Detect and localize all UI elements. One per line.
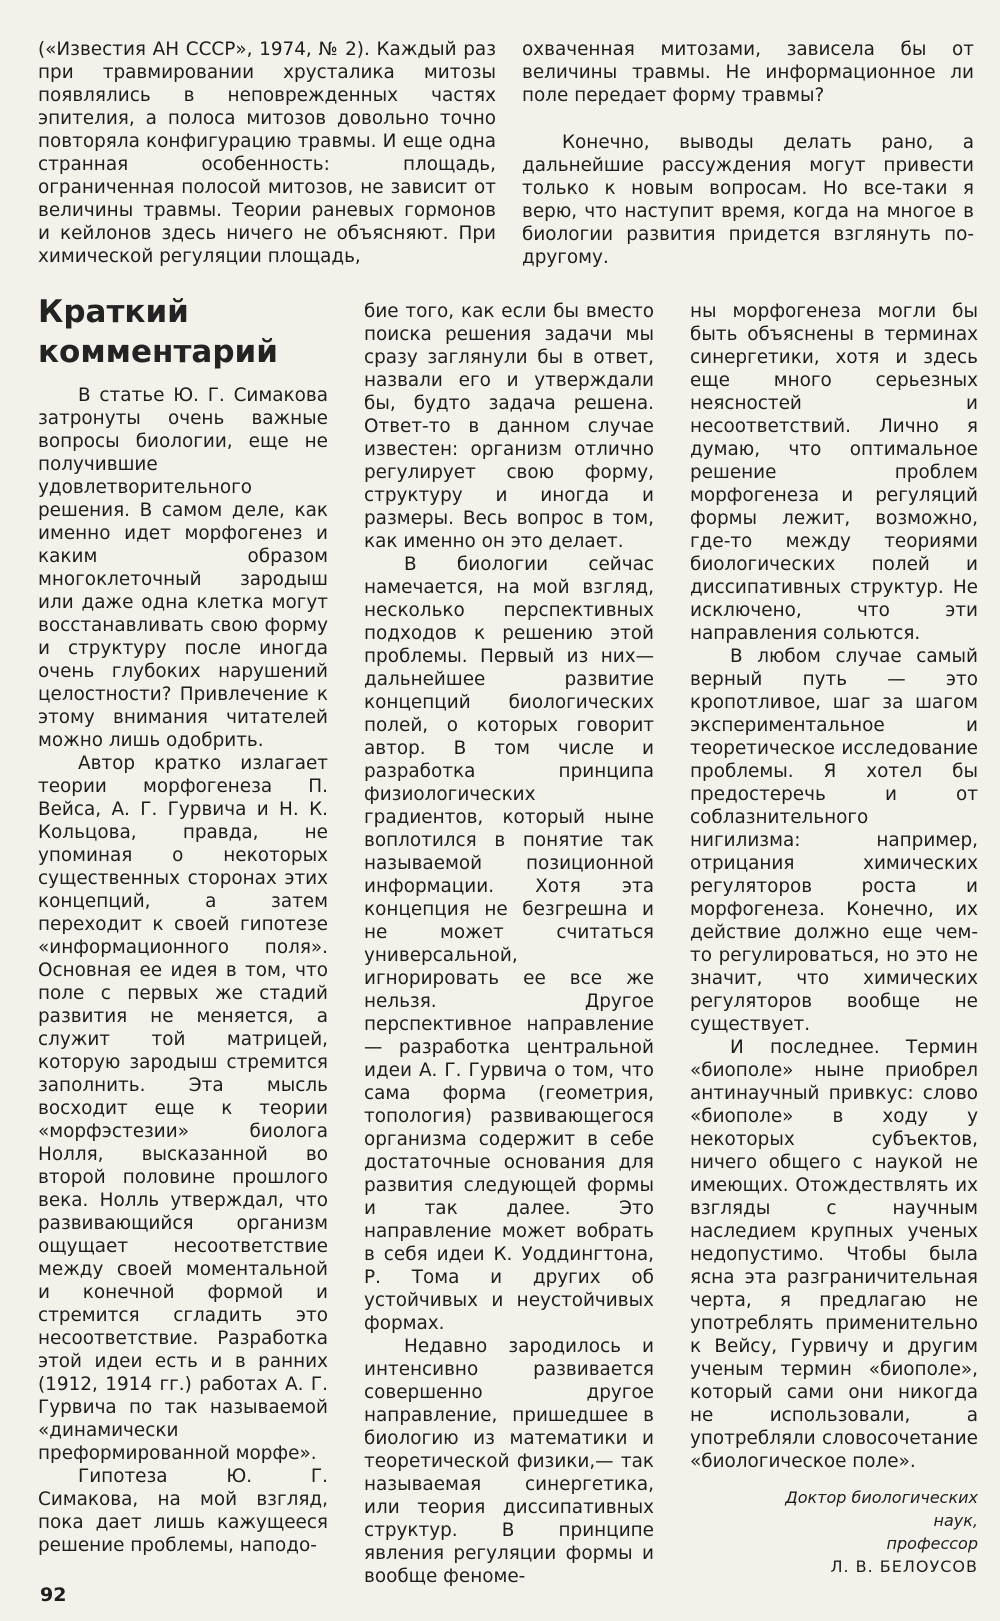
author-name: Л. В. БЕЛОУСОВ <box>830 1557 978 1576</box>
paragraph: В статье Ю. Г. Симакова затронуты очень важные вопросы биологии, еще не получившие удовлетворительного решения. В самом деле, как именно идет морфогенез и каким образом многоклеточный зародыш или даже одна клетка могут восстанавливать свою форму и структуру после иногда очень глубоких нарушений целостности? Привлечение к этому внимания читателей можно лишь одобрить. <box>38 385 328 751</box>
paragraph: Гипотеза Ю. Г. Симакова, на мой взгляд, пока дает лишь кажущееся решение проблемы, наподо- <box>38 1466 328 1556</box>
comment-column-2 <box>364 300 654 1588</box>
paragraph: охваченная митозами, зависела бы от величины травмы. Не информационное ли поле передает форму травмы? <box>522 39 974 106</box>
author-title-line: Доктор биологических <box>785 1488 978 1507</box>
comment-column-3 <box>690 300 978 1473</box>
article-continuation-left <box>38 38 496 268</box>
article-continuation-right <box>522 38 974 269</box>
paragraph: Недавно зародилось и интенсивно развивается совершенно другое направление, пришедшее в биологию из математики и теоретической физики,— так называемая синергетика, или теория диссипативных структур. В принципе явления регуляции формы и вообще феноме- <box>364 1336 654 1587</box>
paragraph: бие того, как если бы вместо поиска решения задачи мы сразу заглянули бы в ответ, назвали его и утверждали бы, будто задача решена. Ответ-то в данном случае известен: организм отлично регулирует свою форму, структуру и иногда и размеры. Весь вопрос в том, как именно он это делает. <box>364 301 654 552</box>
comment-heading: Краткий комментарий <box>38 294 278 370</box>
author-title-line: профессор <box>886 1534 978 1553</box>
paragraph: И последнее. Термин «биополе» ныне приобрел антинаучный привкус: слово «биополе» в ходу у некоторых субъектов, ничего общего с наукой не имеющих. Отождествлять их взгляды с научным наследием крупных ученых недопустимо. Чтобы была ясна эта разграничительная черта, я предлагаю не употреблять применительно к Вейсу, Гурвичу и другим ученым термин «биополе», который сами они никогда не использовали, а употребляли словосочетание «биологическое поле». <box>690 1037 978 1472</box>
page-number: 92 <box>40 1584 67 1606</box>
paragraph: В любом случае самый верный путь — это кропотливое, шаг за шагом экспериментальное и теоретическое исследование проблемы. Я хотел бы предостеречь и от соблазнительного нигилизма: например, отрицания химических регуляторов роста и морфогенеза. Конечно, их действие должно еще чем-то регулироваться, но это не значит, что химических регуляторов вообще не существует. <box>690 646 978 1035</box>
paragraph: В биологии сейчас намечается, на мой взгляд, несколько перспективных подходов к решению этой проблемы. Первый из них— дальнейшее развитие концепций биологических полей, о которых говорит автор. В том числе и разработка принципа физиологических градиентов, который ныне воплотился в понятие так называемой позиционной информации. Хотя эта концепция не безгрешна и не может считаться универсальной, игнорировать ее все же нельзя. Другое перспективное направление — разработка центральной идеи А. Г. Гурвича о том, что сама форма (геометрия, топология) развивающегося организма содержит в себе достаточные основания для развития следующей формы и так далее. Это направление может вобрать в себя идеи К. Уоддингтона, Р. Тома и других об устойчивых и неустойчивых формах. <box>364 554 654 1334</box>
paragraph: («Известия АН СССР», 1974, № 2). Каждый раз при травмировании хрусталика митозы появлялись в неповрежденных частях эпителия, а полоса митозов довольно точно повторяла конфигурацию травмы. И еще одна странная особенность: площадь, ограниченная полосой митозов, не зависит от величины травмы. Теории раневых гормонов и кейлонов здесь ничего не объясняют. При химической регуляции площадь, <box>38 39 496 267</box>
paragraph: Автор кратко излагает теории морфогенеза П. Вейса, А. Г. Гурвича и Н. К. Кольцова, правда, не упоминая о некоторых существенных сторонах этих концепций, а затем переходит к своей гипотезе «информационного поля». Основная ее идея в том, что поле с первых же стадий развития не меняется, а служит той матрицей, которую зародыш стремится заполнить. Эта мысль восходит еще к теории «морфэстезии» биолога Нолля, высказанной во второй половине прошлого века. Нолль утверждал, что развивающийся организм ощущает несоответствие между своей моментальной и конечной формой и стремится сгладить это несоответствие. Разработка этой идеи есть и в ранних (1912, 1914 гг.) работах А. Г. Гурвича по так называемой «динамически преформированной морфе». <box>38 753 328 1464</box>
author-signature <box>720 1486 978 1578</box>
comment-column-1 <box>38 384 328 1557</box>
author-title-line: наук, <box>933 1511 978 1530</box>
paragraph: Конечно, выводы делать рано, а дальнейшие рассуждения могут привести только к новым вопросам. Но все-таки я верю, что наступит время, когда на многое в биологии развития придется взглянуть по-другому. <box>522 132 974 268</box>
paragraph: ны морфогенеза могли бы быть объяснены в терминах синергетики, хотя и здесь еще много серьезных неясностей и несоответствий. Лично я думаю, что оптимальное решение проблем морфогенеза и регуляций формы лежит, возможно, где-то между теориями биологических полей и диссипативных структур. Не исключено, что эти направления сольются. <box>690 301 978 644</box>
